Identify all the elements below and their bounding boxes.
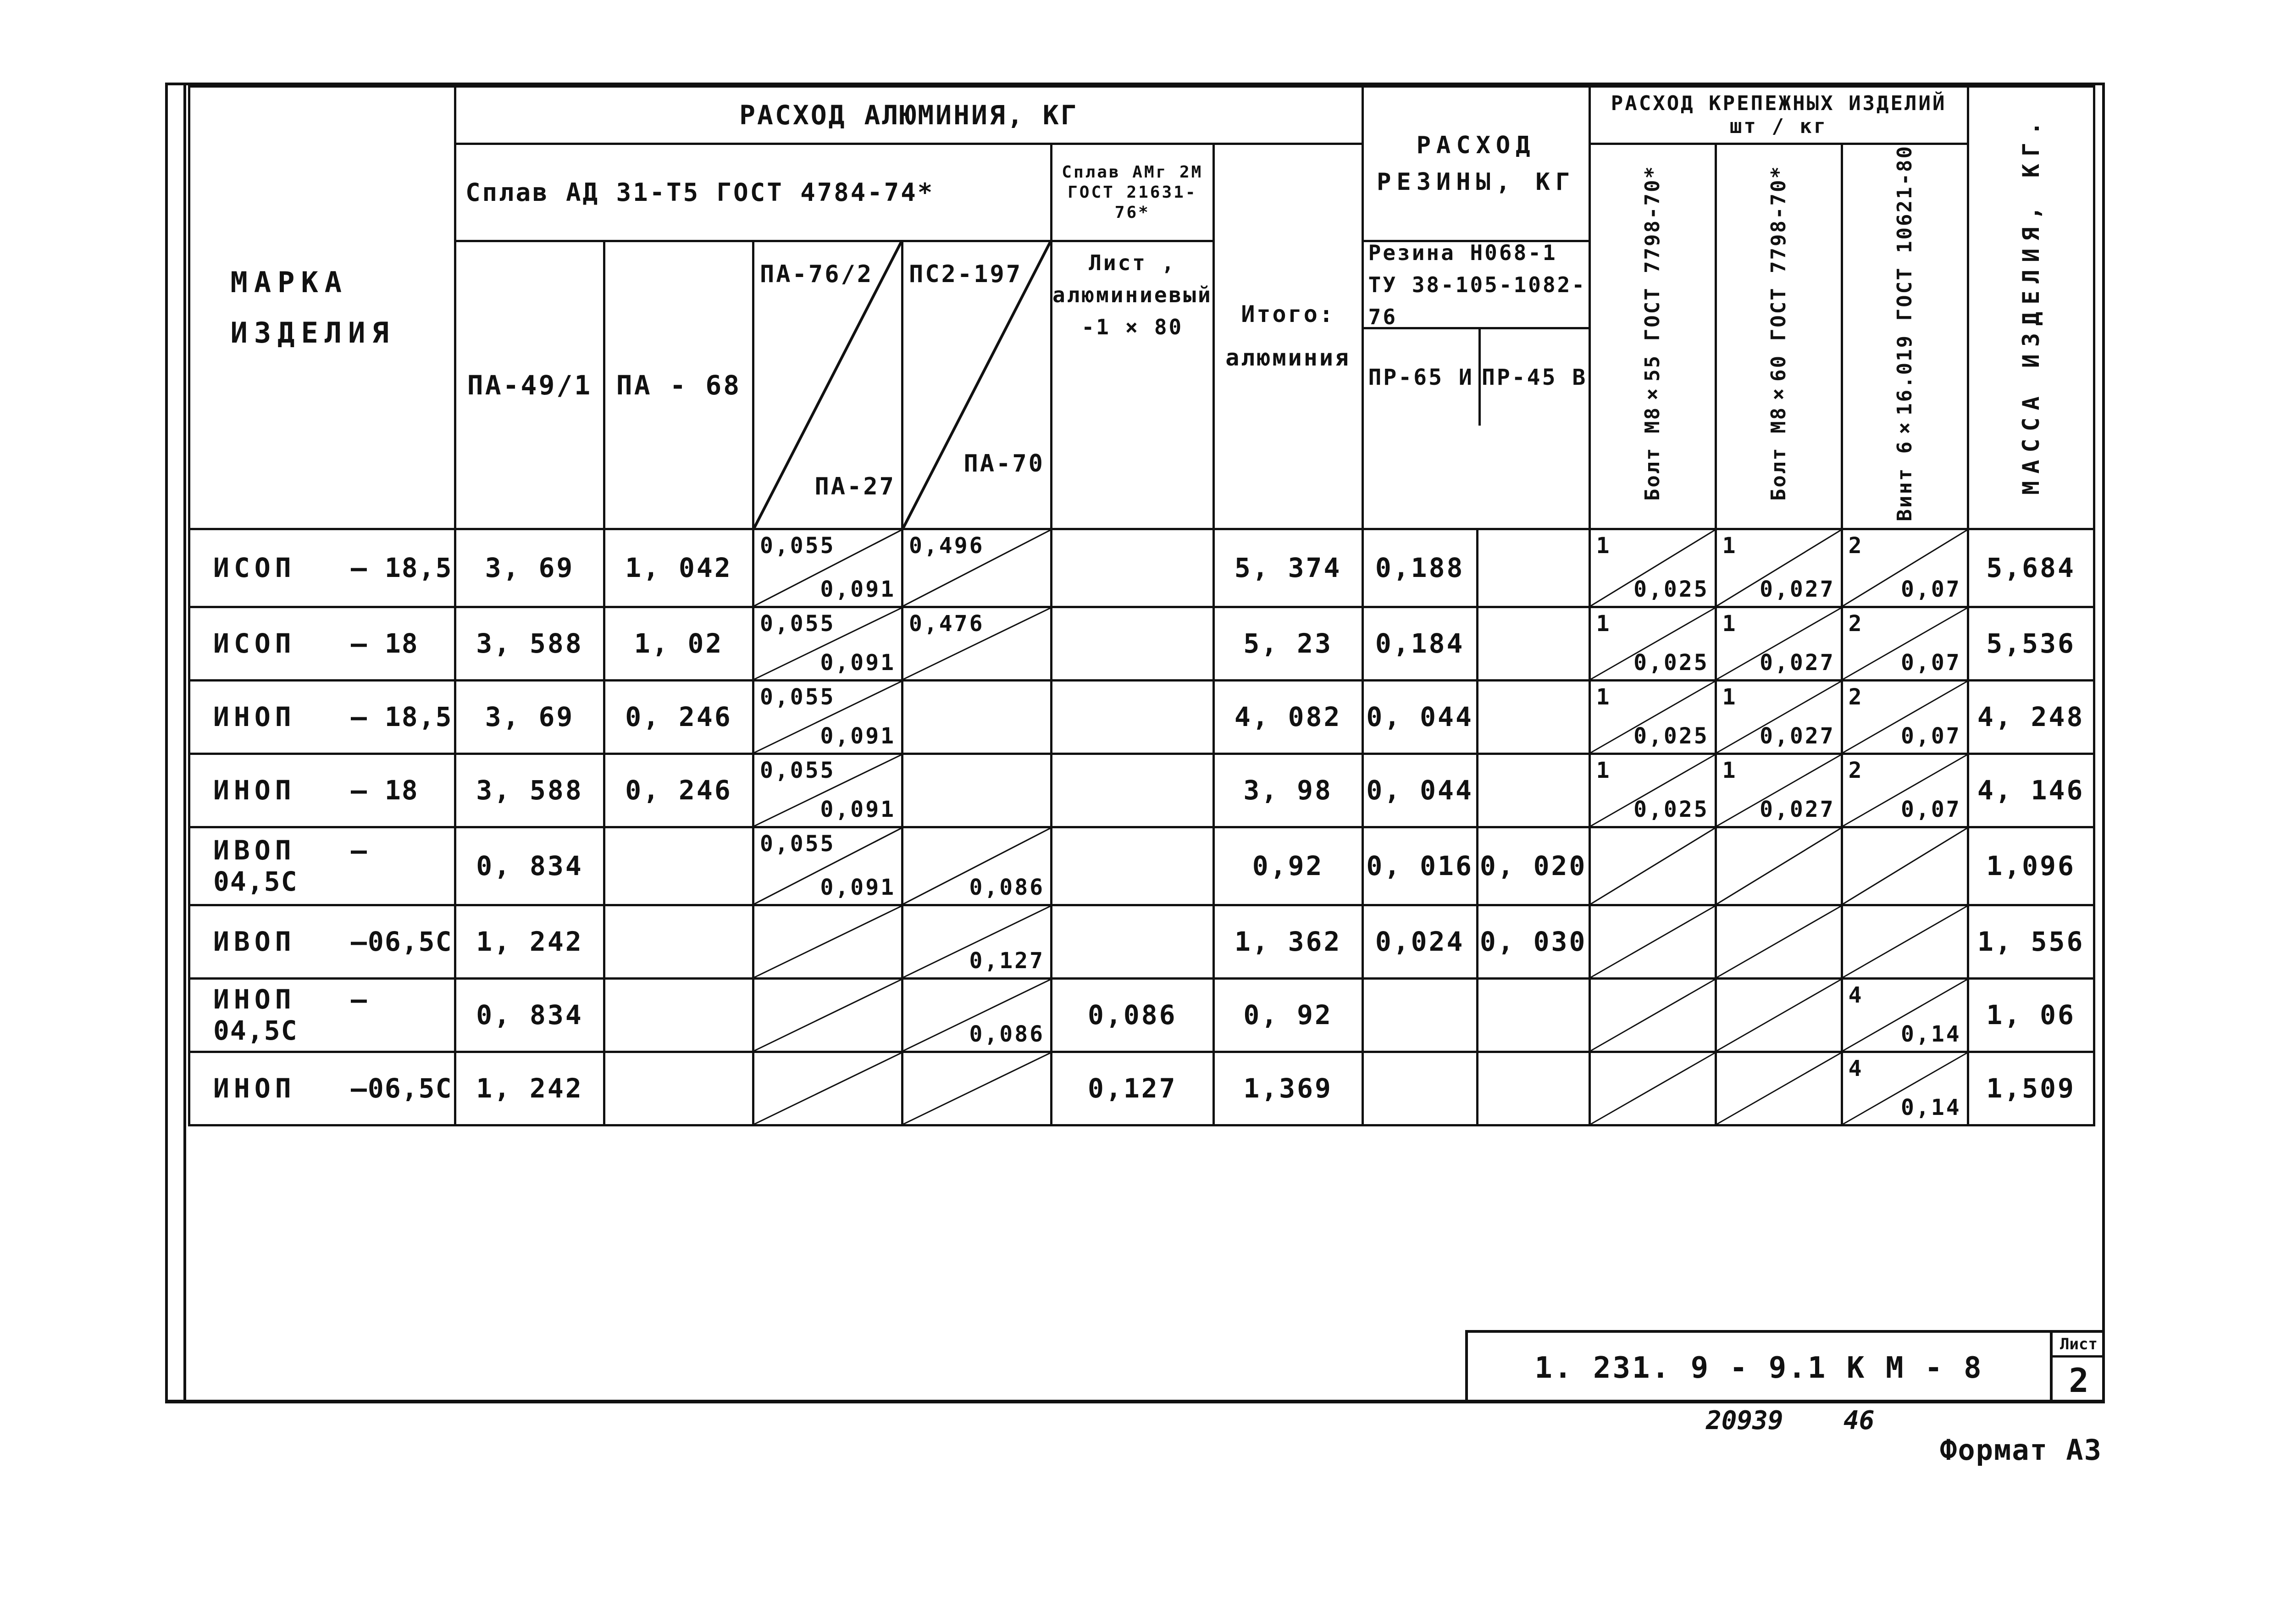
- item-mark-code: ИСОП: [213, 552, 296, 584]
- bolt2-cell-top-value: 1: [1722, 610, 1738, 637]
- rubber-type: Резина Н068-1 ТУ 38-105-1082-76: [1364, 242, 1589, 329]
- item-mark-size: — 18,5: [351, 701, 453, 733]
- bolt1-cell-bottom-value: 0,025: [1633, 576, 1709, 602]
- diagonal-line: [1591, 906, 1715, 977]
- diagonal-line: [754, 1053, 901, 1124]
- consumption-table: [188, 85, 2095, 1126]
- sheet-label: Лист: [2053, 1333, 2105, 1358]
- diagonal-line: [1717, 906, 1841, 977]
- bolt1-cell-top-value: 1: [1596, 532, 1611, 559]
- ps2-cell: [902, 905, 1052, 978]
- pa68-value: 0, 246: [604, 754, 753, 827]
- bolt1-cell-bottom-value: 0,025: [1633, 796, 1709, 822]
- screw-cell: [1842, 1052, 1968, 1125]
- item-mark-size: — 04,5С: [213, 835, 368, 898]
- pa76-cell-bottom-value: 0,091: [820, 796, 896, 822]
- bolt1-cell: [1589, 754, 1716, 827]
- screw-cell: [1842, 607, 1968, 680]
- bolt2-cell-bottom-value: 0,027: [1760, 723, 1835, 749]
- total-value: 0,92: [1213, 827, 1362, 905]
- item-mark: [189, 905, 455, 978]
- item-mark-code: ИНОП: [213, 1073, 296, 1104]
- pr45-value: [1477, 1052, 1589, 1125]
- mass-value: 5,684: [1968, 529, 2094, 607]
- pr45-value: [1477, 754, 1589, 827]
- diagonal-line: [1717, 828, 1841, 904]
- inventory-number: 20939: [1706, 1406, 1783, 1436]
- diagonal-line: [1591, 980, 1715, 1051]
- ps2-cell: [902, 978, 1052, 1052]
- bolt2-cell: [1716, 905, 1842, 978]
- table-row: [189, 1052, 2094, 1125]
- item-mark-code: ИСОП: [213, 628, 296, 660]
- rubber-header: РАСХОД РЕЗИНЫ, КГ: [1362, 87, 1589, 241]
- screw-cell-top-value: 2: [1848, 757, 1864, 783]
- pa76-cell-bottom-value: 0,091: [820, 649, 896, 676]
- pr45-value: [1477, 607, 1589, 680]
- sheet-value: [1052, 607, 1214, 680]
- pa76-cell: [753, 529, 902, 607]
- pa68-value: [604, 978, 753, 1052]
- pr65-value: 0, 044: [1362, 680, 1477, 754]
- diagonal-line: [1717, 980, 1841, 1051]
- pa49-value: 1, 242: [455, 905, 604, 978]
- pa76-cell-bottom-value: 0,091: [820, 576, 896, 602]
- bolt2-cell-top-value: 1: [1722, 684, 1738, 710]
- total-value: 3, 98: [1213, 754, 1362, 827]
- screw-cell-top-value: 2: [1848, 532, 1864, 559]
- bolt1-cell: [1589, 905, 1716, 978]
- total-value: 0, 92: [1213, 978, 1362, 1052]
- alloy-2-header: Сплав АМг 2М ГОСТ 21631-76*: [1052, 144, 1214, 241]
- bolt1-cell-bottom-value: 0,025: [1633, 649, 1709, 676]
- pa76-cell-top-value: 0,055: [760, 831, 836, 857]
- bolt1-cell-top-value: 1: [1596, 757, 1611, 783]
- screw-cell: [1842, 827, 1968, 905]
- item-mark-size: —06,5С: [351, 1073, 453, 1104]
- item-mark: [189, 529, 455, 607]
- table-row: [189, 607, 2094, 680]
- screw-cell-top-value: 4: [1848, 1055, 1864, 1081]
- diagonal-line: [903, 1053, 1050, 1124]
- diagonal-line: [754, 980, 901, 1051]
- sheet-value: 0,086: [1052, 978, 1214, 1052]
- mass-value: 1, 06: [1968, 978, 2094, 1052]
- sheet-value: 0,127: [1052, 1052, 1214, 1125]
- pa76-cell-bottom-value: 0,091: [820, 874, 896, 900]
- pr45-value: [1477, 680, 1589, 754]
- table-row: [189, 754, 2094, 827]
- table-row: [189, 680, 2094, 754]
- ps2-cell: [902, 607, 1052, 680]
- bolt2-cell: [1716, 978, 1842, 1052]
- pa76-cell: [753, 827, 902, 905]
- ps2-cell-top-value: 0,476: [909, 610, 985, 637]
- sheet-value: [1052, 905, 1214, 978]
- pr45-value: [1477, 978, 1589, 1052]
- mass-value: 1,096: [1968, 827, 2094, 905]
- item-mark: [189, 607, 455, 680]
- sheet-number: 2: [2069, 1361, 2089, 1400]
- pr65-value: 0,024: [1362, 905, 1477, 978]
- col-pr65-header: ПР-65 И: [1364, 329, 1481, 426]
- item-mark-size: — 18: [351, 628, 419, 660]
- pa49-value: 0, 834: [455, 827, 604, 905]
- mark-header: МАРКА ИЗДЕЛИЯ: [189, 87, 455, 529]
- bolt1-cell: [1589, 680, 1716, 754]
- bolt2-cell-bottom-value: 0,027: [1760, 796, 1835, 822]
- ps2-cell-bottom-value: 0,086: [969, 874, 1045, 900]
- bolt2-cell-bottom-value: 0,027: [1760, 576, 1835, 602]
- screw-cell: [1842, 905, 1968, 978]
- bolt1-cell-bottom-value: 0,025: [1633, 723, 1709, 749]
- screw-cell-bottom-value: 0,07: [1901, 576, 1961, 602]
- item-mark-code: ИВОП: [213, 926, 296, 958]
- bolt2-cell: [1716, 529, 1842, 607]
- pa68-value: 0, 246: [604, 680, 753, 754]
- fasteners-header: РАСХОД КРЕПЕЖНЫХ ИЗДЕЛИЙ шт / кг: [1589, 87, 1968, 144]
- pr65-value: 0, 044: [1362, 754, 1477, 827]
- pa68-value: [604, 905, 753, 978]
- sheet-value: [1052, 529, 1214, 607]
- bolt1-cell: [1589, 827, 1716, 905]
- pa68-value: [604, 1052, 753, 1125]
- total-value: 4, 082: [1213, 680, 1362, 754]
- screw-cell: [1842, 529, 1968, 607]
- sheet-value: [1052, 680, 1214, 754]
- item-mark-code: ИВОП: [213, 835, 296, 866]
- pa76-cell: [753, 754, 902, 827]
- bolt2-cell-top-value: 1: [1722, 532, 1738, 559]
- aluminium-header: РАСХОД АЛЮМИНИЯ, КГ: [455, 87, 1363, 144]
- diagonal-line: [1591, 1053, 1715, 1124]
- mass-value: 1, 556: [1968, 905, 2094, 978]
- pr45-value: 0, 030: [1477, 905, 1589, 978]
- pr45-value: 0, 020: [1477, 827, 1589, 905]
- pa49-value: 0, 834: [455, 978, 604, 1052]
- pa49-value: 3, 69: [455, 529, 604, 607]
- binding-margin-line: [183, 83, 186, 1403]
- item-mark-size: —06,5С: [351, 926, 453, 958]
- bolt2-cell: [1716, 1052, 1842, 1125]
- pa76-cell-top-value: 0,055: [760, 532, 836, 559]
- screw-cell: [1842, 680, 1968, 754]
- pa76-cell: [753, 978, 902, 1052]
- screw-cell-top-value: 2: [1848, 610, 1864, 637]
- mass-value: 4, 146: [1968, 754, 2094, 827]
- pr65-value: [1362, 978, 1477, 1052]
- pa76-cell: [753, 607, 902, 680]
- screw-cell: [1842, 754, 1968, 827]
- ps2-cell: [902, 754, 1052, 827]
- col-sheet-header: Лист , алюминиевый -1 × 80: [1052, 241, 1214, 529]
- pa76-cell-top-value: 0,055: [760, 610, 836, 637]
- col-pa76-header: ПА-76/2 ПА-27: [753, 241, 902, 529]
- screw-cell: [1842, 978, 1968, 1052]
- pa68-value: [604, 827, 753, 905]
- col-ps2-header: ПС2-197 ПА-70: [902, 241, 1052, 529]
- pa76-cell-top-value: 0,055: [760, 757, 836, 783]
- pa76-cell: [753, 680, 902, 754]
- item-mark: [189, 1052, 455, 1125]
- bolt1-cell-top-value: 1: [1596, 610, 1611, 637]
- sheet-value: [1052, 754, 1214, 827]
- item-mark-size: — 18,5: [351, 552, 453, 584]
- col-pa68-header: ПА - 68: [604, 241, 753, 529]
- screw-cell-top-value: 2: [1848, 684, 1864, 710]
- diagonal-line: [1843, 906, 1967, 977]
- total-value: 5, 23: [1213, 607, 1362, 680]
- table-row: [189, 827, 2094, 905]
- table-row: [189, 529, 2094, 607]
- bolt2-cell: [1716, 754, 1842, 827]
- mass-value: 1,509: [1968, 1052, 2094, 1125]
- screw-cell-bottom-value: 0,07: [1901, 796, 1961, 822]
- pa49-value: 1, 242: [455, 1052, 604, 1125]
- pr65-value: 0, 016: [1362, 827, 1477, 905]
- pa68-value: 1, 042: [604, 529, 753, 607]
- ps2-cell: [902, 827, 1052, 905]
- screw-cell-bottom-value: 0,07: [1901, 649, 1961, 676]
- pr45-value: [1477, 529, 1589, 607]
- item-mark-size: — 04,5С: [213, 984, 368, 1047]
- pr65-value: 0,184: [1362, 607, 1477, 680]
- item-mark: [189, 827, 455, 905]
- mass-header: МАССА ИЗДЕЛИЯ, КГ.: [1968, 87, 2094, 529]
- diagonal-line: [1843, 828, 1967, 904]
- screw-cell-top-value: 4: [1848, 982, 1864, 1008]
- pa49-value: 3, 588: [455, 607, 604, 680]
- total-value: 1, 362: [1213, 905, 1362, 978]
- document-code: 1. 231. 9 - 9.1 К М - 8: [1468, 1333, 2053, 1403]
- pa76-cell: [753, 905, 902, 978]
- diagonal-line: [754, 906, 901, 977]
- screw-cell-bottom-value: 0,07: [1901, 723, 1961, 749]
- bolt2-cell: [1716, 680, 1842, 754]
- bolt1-cell: [1589, 529, 1716, 607]
- rubber-subheader: [1362, 241, 1589, 529]
- bolt2-cell-bottom-value: 0,027: [1760, 649, 1835, 676]
- alloy-1-header: Сплав АД 31-Т5 ГОСТ 4784-74*: [455, 144, 1052, 241]
- pa68-value: 1, 02: [604, 607, 753, 680]
- screw-cell-bottom-value: 0,14: [1901, 1094, 1961, 1120]
- ps2-cell: [902, 1052, 1052, 1125]
- bolt1-header: Болт М8×55 ГОСТ 7798-70*: [1589, 144, 1716, 529]
- screw-header: Винт 6×16.019 ГОСТ 10621-80: [1842, 144, 1968, 529]
- ps2-cell-top-value: 0,496: [909, 532, 985, 559]
- bolt1-cell: [1589, 1052, 1716, 1125]
- bolt2-cell-top-value: 1: [1722, 757, 1738, 783]
- total-value: 1,369: [1213, 1052, 1362, 1125]
- title-block: [1465, 1330, 2105, 1403]
- inventory-suffix: 46: [1844, 1406, 1875, 1436]
- ps2-cell: [902, 529, 1052, 607]
- pa76-cell-bottom-value: 0,091: [820, 723, 896, 749]
- item-mark-code: ИНОП: [213, 984, 296, 1015]
- bolt2-cell: [1716, 607, 1842, 680]
- pa49-value: 3, 588: [455, 754, 604, 827]
- ps2-cell-bottom-value: 0,127: [969, 948, 1045, 974]
- diagonal-line: [1717, 1053, 1841, 1124]
- item-mark-code: ИНОП: [213, 701, 296, 733]
- ps2-cell: [902, 680, 1052, 754]
- bolt1-cell-top-value: 1: [1596, 684, 1611, 710]
- pr65-value: 0,188: [1362, 529, 1477, 607]
- bolt2-cell: [1716, 827, 1842, 905]
- col-pa49-header: ПА-49/1: [455, 241, 604, 529]
- item-mark-size: — 18: [351, 775, 419, 806]
- mass-value: 4, 248: [1968, 680, 2094, 754]
- item-mark: [189, 680, 455, 754]
- bolt1-cell: [1589, 607, 1716, 680]
- total-value: 5, 374: [1213, 529, 1362, 607]
- table-row: [189, 978, 2094, 1052]
- total-header: Итого: алюминия: [1213, 144, 1362, 529]
- item-mark: [189, 754, 455, 827]
- ps2-cell-bottom-value: 0,086: [969, 1021, 1045, 1047]
- screw-cell-bottom-value: 0,14: [1901, 1021, 1961, 1047]
- bolt2-header: Болт М8×60 ГОСТ 7798-70*: [1716, 144, 1842, 529]
- col-pr45-header: ПР-45 В: [1481, 365, 1588, 391]
- pa49-value: 3, 69: [455, 680, 604, 754]
- sheet-value: [1052, 827, 1214, 905]
- item-mark-code: ИНОП: [213, 775, 296, 806]
- pa76-cell-top-value: 0,055: [760, 684, 836, 710]
- format-label: Формат А3: [1940, 1433, 2102, 1467]
- diagonal-line: [1591, 828, 1715, 904]
- item-mark: [189, 978, 455, 1052]
- pa76-cell: [753, 1052, 902, 1125]
- bolt1-cell: [1589, 978, 1716, 1052]
- table-row: [189, 905, 2094, 978]
- mass-value: 5,536: [1968, 607, 2094, 680]
- pr65-value: [1362, 1052, 1477, 1125]
